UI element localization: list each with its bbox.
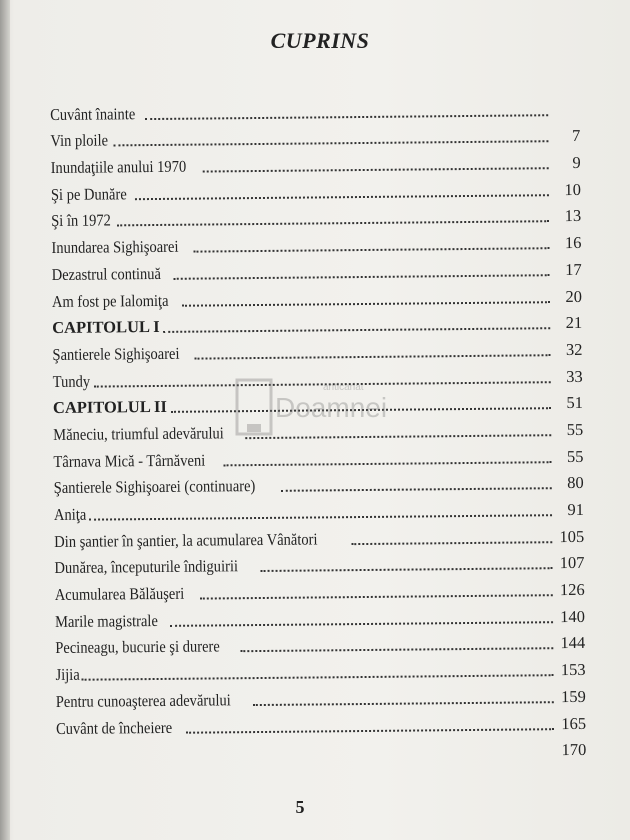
- toc-dot-leader: [240, 648, 553, 653]
- toc-dot-leader: [200, 594, 553, 599]
- toc-dot-leader: [224, 461, 552, 466]
- toc-dot-leader: [281, 488, 552, 493]
- toc-dot-leader: [194, 247, 550, 252]
- toc-entry-title: Jijia: [55, 664, 80, 685]
- page-number: 5: [295, 797, 305, 817]
- table-of-contents: [50, 93, 586, 765]
- toc-entry-page-number: 51: [566, 393, 584, 413]
- toc-entry-page-number: 16: [564, 233, 582, 253]
- toc-entry-page-number: 126: [559, 579, 585, 600]
- toc-entry-page-number: 33: [566, 366, 583, 386]
- toc-dot-leader: [135, 194, 549, 200]
- toc-entry-page-number: 21: [565, 313, 583, 333]
- toc-entry-title: Pecineagu, bucurie şi durere: [55, 636, 220, 658]
- watermark-main-text: Doamnei: [275, 392, 388, 423]
- toc-entry-title: Marile magistrale: [54, 610, 158, 631]
- toc-entry-page-number: 32: [565, 339, 583, 359]
- toc-dot-leader: [81, 674, 553, 681]
- toc-entry-title: Acumularea Bălăuşeri: [54, 583, 185, 605]
- toc-entry-page-number: 9: [572, 152, 581, 173]
- toc-entry-title: Tundy: [52, 371, 91, 391]
- toc-dot-leader: [164, 327, 551, 333]
- toc-entry-title: Cuvânt înainte: [50, 103, 136, 124]
- toc-entry-page-number: 144: [560, 633, 586, 653]
- toc-entry-title: Din şantier în şantier, la acumularea Vânători: [54, 529, 318, 551]
- toc-entry-title: Am fost pe Ialomiţa: [51, 290, 169, 311]
- toc-entry-title: Şantierele Sighişoarei (continuare): [53, 476, 256, 498]
- toc-entry-page-number: 107: [559, 553, 585, 573]
- toc-dot-leader: [171, 407, 551, 413]
- toc-entry-title: Inundarea Sighişoarei: [51, 236, 179, 258]
- toc-dot-leader: [170, 621, 553, 627]
- toc-entry: [56, 733, 586, 765]
- toc-dot-leader: [93, 381, 550, 387]
- toc-entry-title: Aniţa: [53, 504, 87, 524]
- toc-entry-title: Şi în 1972: [51, 210, 111, 231]
- page-edge-shadow: [0, 0, 10, 840]
- toc-entry-title: CAPITOLUL I: [52, 317, 160, 338]
- toc-dot-leader: [145, 114, 548, 120]
- watermark-small-text: anticariat: [323, 382, 364, 393]
- toc-dot-leader: [89, 514, 552, 520]
- toc-entry-page-number: 159: [560, 686, 586, 706]
- toc-entry-page-number: 7: [572, 126, 581, 146]
- toc-dot-leader: [186, 728, 554, 734]
- toc-dot-leader: [253, 701, 554, 706]
- toc-dot-leader: [114, 141, 549, 147]
- toc-entry-page-number: 165: [561, 713, 587, 733]
- toc-entry-title: Inundaţiile anului 1970: [50, 156, 187, 178]
- toc-entry-page-number: 20: [565, 286, 583, 306]
- toc-entry-page-number: 91: [567, 499, 585, 520]
- toc-dot-leader: [174, 274, 550, 280]
- toc-entry-page-number: 170: [561, 740, 587, 760]
- toc-dot-leader: [195, 354, 551, 359]
- toc-entry-page-number: 55: [566, 419, 584, 439]
- toc-dot-leader: [261, 568, 553, 573]
- toc-entry-title: Vin ploile: [50, 130, 109, 151]
- toc-entry-title: Pentru cunoaşterea adevărului: [55, 690, 231, 711]
- toc-entry-title: Cuvânt de încheiere: [55, 717, 173, 738]
- toc-dot-leader: [182, 301, 550, 307]
- toc-entry-page-number: 17: [565, 259, 582, 279]
- toc-entry-title: Târnava Mică - Târnăveni: [53, 450, 206, 471]
- toc-entry-title: Măneciu, triumful adevărului: [53, 423, 224, 444]
- toc-entry-page-number: 13: [564, 206, 582, 226]
- toc-entry-title: CAPITOLUL II: [52, 397, 167, 418]
- toc-entry-page-number: 153: [560, 660, 586, 680]
- toc-entry-title: Şi pe Dunăre: [50, 184, 127, 204]
- toc-entry-page-number: 80: [567, 473, 584, 493]
- toc-dot-leader: [351, 541, 552, 545]
- toc-dot-leader: [245, 434, 551, 439]
- toc-entry-page-number: 55: [566, 446, 584, 466]
- toc-dot-leader: [117, 221, 549, 227]
- toc-dot-leader: [203, 167, 549, 172]
- page-title: CUPRINS: [270, 28, 370, 53]
- toc-entry-title: Dezastrul continuă: [51, 263, 162, 284]
- toc-entry-title: Şantierele Sighişoarei: [52, 343, 180, 364]
- toc-spacer: [50, 760, 560, 765]
- toc-entry-page-number: 10: [564, 179, 581, 199]
- toc-entry-title: Dunărea, începuturile îndiguirii: [54, 556, 239, 578]
- toc-entry-page-number: 105: [559, 526, 585, 546]
- toc-entry-page-number: 140: [560, 606, 586, 626]
